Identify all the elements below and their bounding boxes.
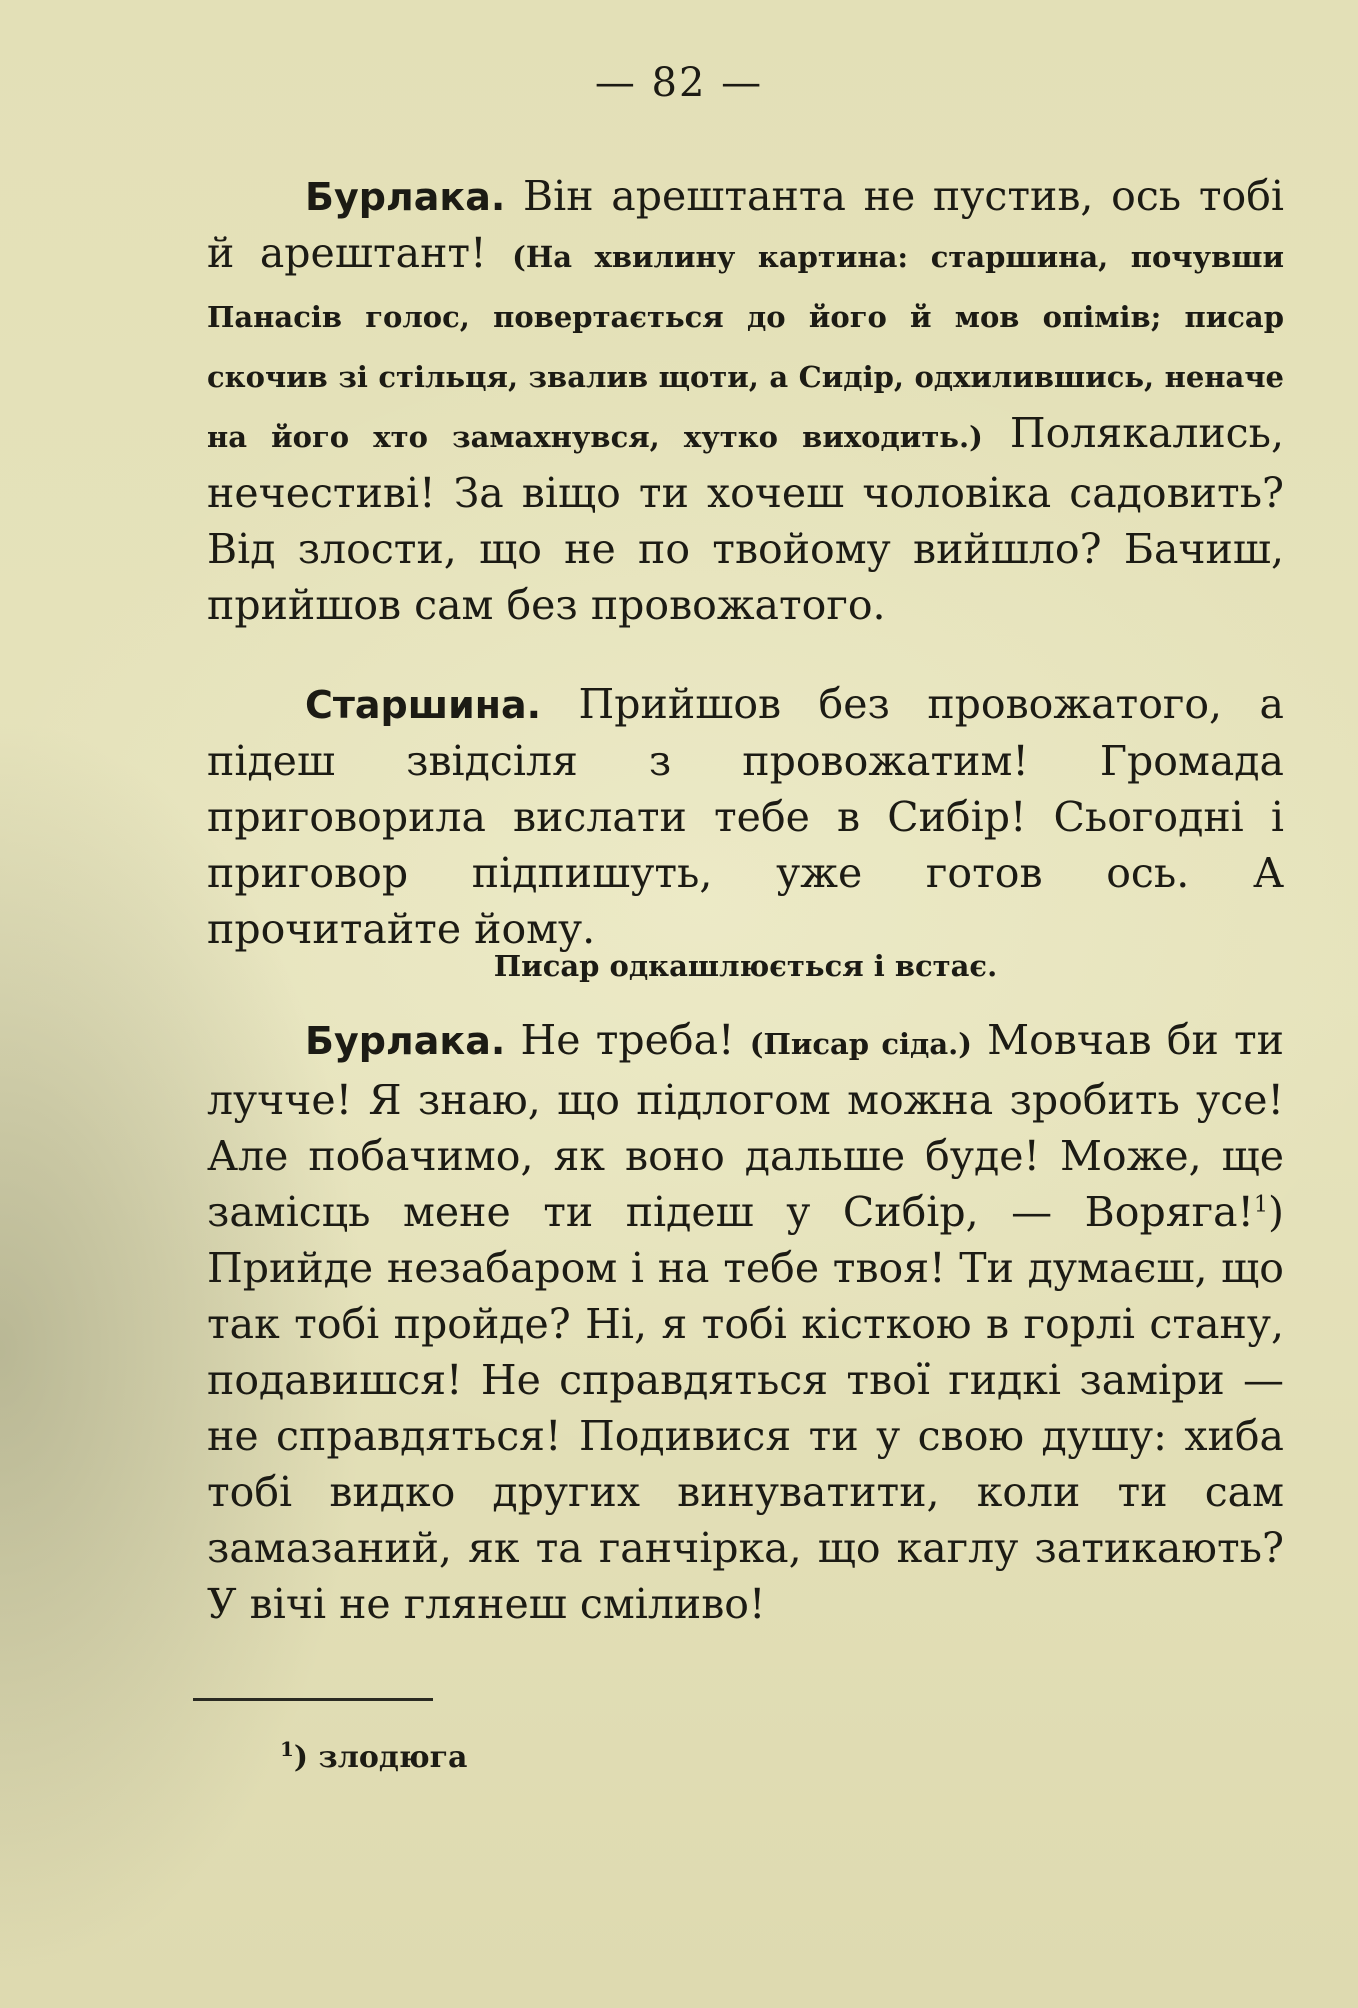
paragraph-text: [207, 1012, 1284, 1632]
stage-direction: (На хвилину картина: старшина, почувши Панасів голос, повертається до його й мов опімів; писар скочив зі стільця, звалив щоти, а Сидір, одхилившись, неначе на його хто замахнувся, хутко виходить.): [207, 240, 1284, 454]
paragraph-text: [207, 168, 1284, 633]
dialogue-text: Прийшов без провожатого, а підеш звідсіля з провожатим! Громада приговорила вислати тебе в Сибір! Сьогодні і приговор підпишуть, уже готов ось. А прочитайте йому.: [207, 680, 1284, 953]
dialogue-text: Полякались, нечестиві! За віщо ти хочеш чоловіка садовить? Від злости, що не по твойому вийшло? Бачиш, прийшов сам без провожатого.: [207, 409, 1285, 629]
dialogue-text: Не треба!: [505, 1016, 750, 1064]
paragraph-burlaka-2: [207, 1012, 1284, 1632]
dialogue-text: Він арештанта не пустив, ось тобі й арештант!: [207, 172, 1284, 277]
footnote-text: ) злодюга: [293, 1740, 468, 1775]
paragraph-burlaka-1: [207, 168, 1284, 633]
footnote-divider: [193, 1698, 433, 1701]
speaker-name: Старшина.: [305, 683, 542, 727]
speaker-name: Бурлака.: [305, 1019, 506, 1063]
paragraph-starshyna: [207, 676, 1284, 957]
stage-direction-centered: Писар одкашлюється і встає.: [493, 949, 998, 983]
dialogue-text: Мовчав би ти лучче! Я знаю, що підлогом можна зробить усе! Але побачимо, як воно дальше буде! Може, ще замісць мене ти підеш у Сибір, — Воряга!: [207, 1016, 1284, 1236]
footnote-mark: 1: [280, 1737, 294, 1761]
footnote: [280, 1737, 468, 1775]
stage-direction: (Писар сіда.): [749, 1027, 972, 1061]
dialogue-text: ) Прийде незабаром і на тебе твоя! Ти думаєш, що так тобі пройде? Ні, я тобі кісткою в горлі стану, подавишся! Не справдяться твої гидкі заміри — не справдяться! Подивися ти у свою душу: хиба тобі видко других винуватити, коли ти сам замазаний, як та ганчірка, що каглу затикають? У вічі не глянеш сміливо!: [207, 1188, 1284, 1628]
paragraph-text: [207, 676, 1284, 957]
footnote-reference: 1: [1254, 1192, 1268, 1218]
speaker-name: Бурлака.: [305, 175, 506, 219]
page-number: — 82 —: [594, 60, 764, 106]
